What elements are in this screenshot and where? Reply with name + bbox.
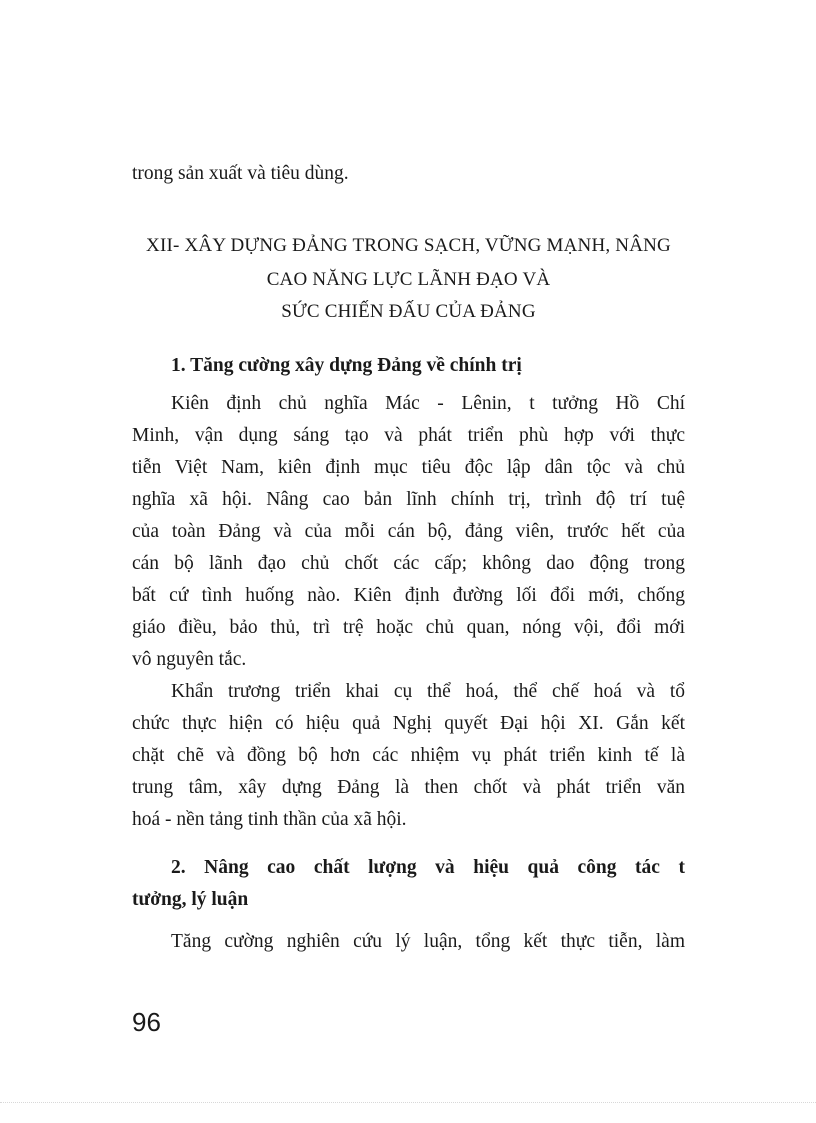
paragraph-line: chặt chẽ và đồng bộ hơn các nhiệm vụ phát triển kinh tế là [132, 745, 685, 766]
heading-1: 1. Tăng cường xây dựng Đảng về chính trị [171, 355, 522, 376]
paragraph-3 [132, 926, 685, 958]
paragraph-2 [132, 676, 685, 836]
paragraph-line: nghĩa xã hội. Nâng cao bản lĩnh chính trị, trình độ trí tuệ [132, 489, 685, 510]
section-title-line-2: CAO NĂNG LỰC LÃNH ĐẠO VÀ [266, 269, 551, 290]
paragraph-line: Khẩn trương triển khai cụ thể hoá, thể chế hoá và tổ [171, 681, 685, 702]
paragraph-line: chức thực hiện có hiệu quả Nghị quyết Đại hội XI. Gắn kết [132, 713, 685, 734]
heading-2 [132, 852, 685, 916]
paragraph-line: giáo điều, bảo thủ, trì trệ hoặc chủ quan, nóng vội, đổi mới [132, 617, 685, 638]
paragraph-line: của toàn Đảng và của mỗi cán bộ, đảng viên, trước hết của [132, 521, 685, 542]
intro-line: trong sản xuất và tiêu dùng. [132, 163, 349, 184]
heading-2-line-1: 2. Nâng cao chất lượng và hiệu quả công tác t [171, 857, 685, 878]
page-number: 96 [132, 1007, 161, 1037]
section-title-line-3: SỨC CHIẾN ĐẤU CỦA ĐẢNG [281, 301, 536, 322]
paragraph-line: tiễn Việt Nam, kiên định mục tiêu độc lập dân tộc và chủ [132, 457, 685, 478]
paragraph-line: trung tâm, xây dựng Đảng là then chốt và phát triển văn [132, 777, 685, 798]
paragraph-line: Kiên định chủ nghĩa Mác - Lênin, t tưởng Hồ Chí [171, 393, 685, 414]
section-title-line-1: XII- XÂY DỰNG ĐẢNG TRONG SẠCH, VỮNG MẠNH, NÂNG [146, 235, 671, 256]
paragraph-line: bất cứ tình huống nào. Kiên định đường lối đổi mới, chống [132, 585, 685, 606]
paragraph-line: cán bộ lãnh đạo chủ chốt các cấp; không dao động trong [132, 553, 685, 574]
paragraph-line: vô nguyên tắc. [132, 649, 247, 670]
paragraph-1 [132, 388, 685, 676]
heading-2-line-2: tưởng, lý luận [132, 889, 249, 910]
paragraph-line: Minh, vận dụng sáng tạo và phát triển phù hợp với thực [132, 425, 685, 446]
footer-divider [0, 1102, 816, 1103]
paragraph-line: Tăng cường nghiên cứu lý luận, tổng kết thực tiễn, làm [171, 931, 685, 952]
paragraph-line: hoá - nền tảng tinh thần của xã hội. [132, 809, 407, 830]
